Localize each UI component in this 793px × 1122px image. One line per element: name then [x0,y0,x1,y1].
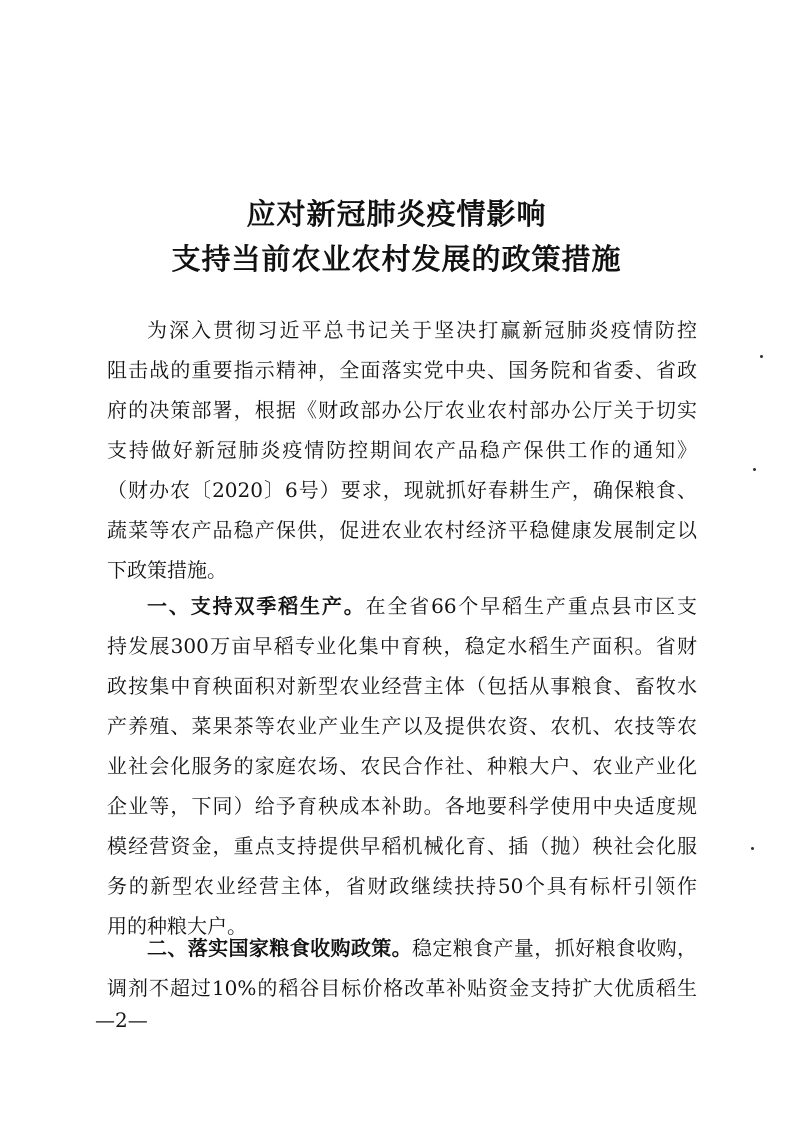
intro-line: 蔬菜等农产品稳产保供，促进农业农村经济平稳健康发展制定以 [107,518,697,542]
scan-speck [753,468,756,471]
document-title-line-1: 应对新冠肺炎疫情影响 [246,197,547,231]
section-1-line: 务的新型农业经营主体，省财政继续扶持50个具有标杆引领作 [107,874,697,898]
section-1-line: 企业等，下同）给予育秧成本补助。各地要科学使用中央适度规 [107,794,697,818]
section-1-text: 在全省66个早稻生产重点县市区支 [365,594,697,618]
intro-line: 下政策措施。 [107,558,227,582]
section-1-line: 用的种粮大户。 [107,914,247,938]
section-1-heading: 一、支持双季稻生产。 [147,594,366,618]
section-1-line: 持发展300万亩早稻专业化集中育秧，稳定水稻生产面积。省财 [107,634,697,658]
scan-speck [751,847,754,850]
section-1-first-line [147,586,697,626]
section-1-line: 产养殖、菜果茶等农业产业生产以及提供农资、农机、农技等农 [107,714,697,738]
intro-line: （财办农〔2020〕6号）要求，现就抓好春耕生产，确保粮食、 [107,478,697,502]
scan-speck [760,355,763,358]
section-1-line: 业社会化服务的家庭农场、农民合作社、种粮大户、农业产业化 [107,754,697,778]
section-2-text: 稳定粮食产量，抓好粮食收购， [412,936,697,960]
intro-line: 支持做好新冠肺炎疫情防控期间农产品稳产保供工作的通知》 [107,438,697,462]
document-title-line-2: 支持当前农业农村发展的政策措施 [171,242,622,276]
intro-line: 府的决策部署，根据《财政部办公厅农业农村部办公厅关于切实 [107,398,697,422]
section-1-line: 政按集中育秧面积对新型农业经营主体（包括从事粮食、畜牧水 [107,674,697,698]
section-2-heading: 二、落实国家粮食收购政策。 [147,936,412,960]
intro-line: 为深入贯彻习近平总书记关于坚决打赢新冠肺炎疫情防控 [147,318,697,342]
section-1-line: 模经营资金，重点支持提供早稻机械化育、插（抛）秧社会化服 [107,834,697,858]
intro-line: 阻击战的重要指示精神，全面落实党中央、国务院和省委、省政 [107,358,697,382]
section-2-first-line [147,928,697,968]
page-number: —2— [95,1008,148,1032]
section-2-line: 调剂不超过10%的稻谷目标价格改革补贴资金支持扩大优质稻生 [107,976,697,1000]
